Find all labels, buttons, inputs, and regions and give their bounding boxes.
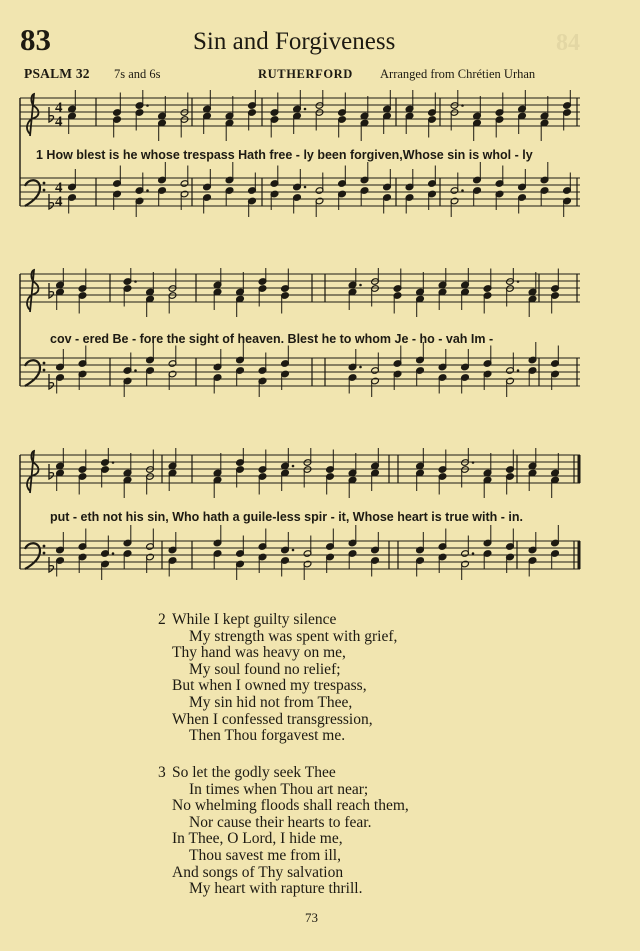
flat-icon	[49, 283, 54, 298]
dot	[359, 366, 362, 369]
hymn-number: 83	[20, 22, 51, 57]
stanza-line: In times when Thou art near;	[189, 780, 369, 798]
stanza-line: Nor cause their hearts to fear.	[189, 813, 372, 831]
stanza-line: Thou savest me from ill,	[189, 846, 341, 864]
dot	[472, 461, 475, 464]
time-signature-denominator: 4	[55, 114, 63, 130]
stanza-line: So let the godly seek Thee	[172, 764, 336, 781]
dot	[359, 284, 362, 287]
dot	[112, 461, 115, 464]
bass-clef-icon	[25, 180, 40, 206]
stanza-line: When I confessed transgression,	[172, 710, 373, 728]
clef-dot	[43, 362, 46, 365]
stanza-line: No whelming floods shall reach them,	[172, 797, 409, 815]
bleed-through-number: 84	[556, 30, 580, 56]
lyric-line-1: 1 How blest is he whose trespass Hath free - ly been forgiven,Whose sin is whol - ly	[36, 148, 533, 162]
treble-clef-icon	[27, 94, 38, 136]
stanza-line: While I kept guilty silence	[172, 611, 337, 628]
dot	[292, 549, 295, 552]
clef-dot	[43, 369, 46, 372]
bass-clef-icon	[25, 543, 40, 569]
treble-clef-icon	[27, 451, 38, 493]
clef-dot	[43, 545, 46, 548]
flat-icon	[49, 374, 54, 389]
bass-clef-icon	[25, 360, 40, 386]
meter: 7s and 6s	[114, 67, 161, 81]
time-signature-numerator: 4	[55, 180, 63, 196]
time-signature-numerator: 4	[55, 100, 63, 116]
tune-name: RUTHERFORD	[258, 67, 353, 81]
stanza-line: My heart with rapture thrill.	[189, 880, 363, 898]
flat-icon	[49, 464, 54, 479]
dot	[134, 369, 137, 372]
dot	[304, 186, 307, 189]
clef-dot	[43, 552, 46, 555]
stanza-2	[158, 612, 397, 745]
psalm-reference: PSALM 32	[24, 66, 90, 81]
stanza-line: My sin hid not from Thee,	[189, 693, 353, 711]
hymn-title: Sin and Forgiveness	[193, 28, 396, 55]
dot	[472, 552, 475, 555]
flat-icon	[49, 194, 54, 209]
stanza-line: But when I owned my trespass,	[172, 677, 367, 695]
stanza-line: Thy hand was heavy on me,	[172, 644, 346, 662]
dot	[517, 280, 520, 283]
stanza-line: In Thee, O Lord, I hide me,	[172, 830, 343, 848]
dot	[461, 104, 464, 107]
page-number: 73	[305, 910, 318, 925]
dot	[461, 189, 464, 192]
dot	[292, 465, 295, 468]
dot	[146, 104, 149, 107]
dot	[112, 552, 115, 555]
flat-icon	[49, 557, 54, 572]
clef-dot	[43, 189, 46, 192]
stanza-line: And songs of Thy salvation	[172, 863, 344, 881]
stanza-number: 2	[158, 611, 166, 628]
lyric-line-2: cov - ered Be - fore the sight of heaven. Blest he to whom Je - ho - vah Im -	[50, 332, 494, 346]
arranger-credit: Arranged from Chrétien Urhan	[380, 67, 536, 81]
stanza-3	[158, 765, 409, 898]
dot	[146, 189, 149, 192]
flat-icon	[49, 107, 54, 122]
clef-dot	[43, 182, 46, 185]
stanza-line: My soul found no relief;	[189, 660, 341, 678]
stanza-line: Then Thou forgavest me.	[189, 727, 346, 745]
dot	[304, 108, 307, 111]
dot	[134, 280, 137, 283]
stanza-number: 3	[158, 764, 166, 781]
dot	[517, 369, 520, 372]
stanza-line: My strength was spent with grief,	[189, 627, 398, 645]
time-signature-denominator: 4	[55, 194, 63, 210]
lyric-line-3: put - eth not his sin, Who hath a guile-less spir - it, Whose heart is true with - in.	[50, 510, 523, 524]
treble-clef-icon	[27, 270, 38, 312]
